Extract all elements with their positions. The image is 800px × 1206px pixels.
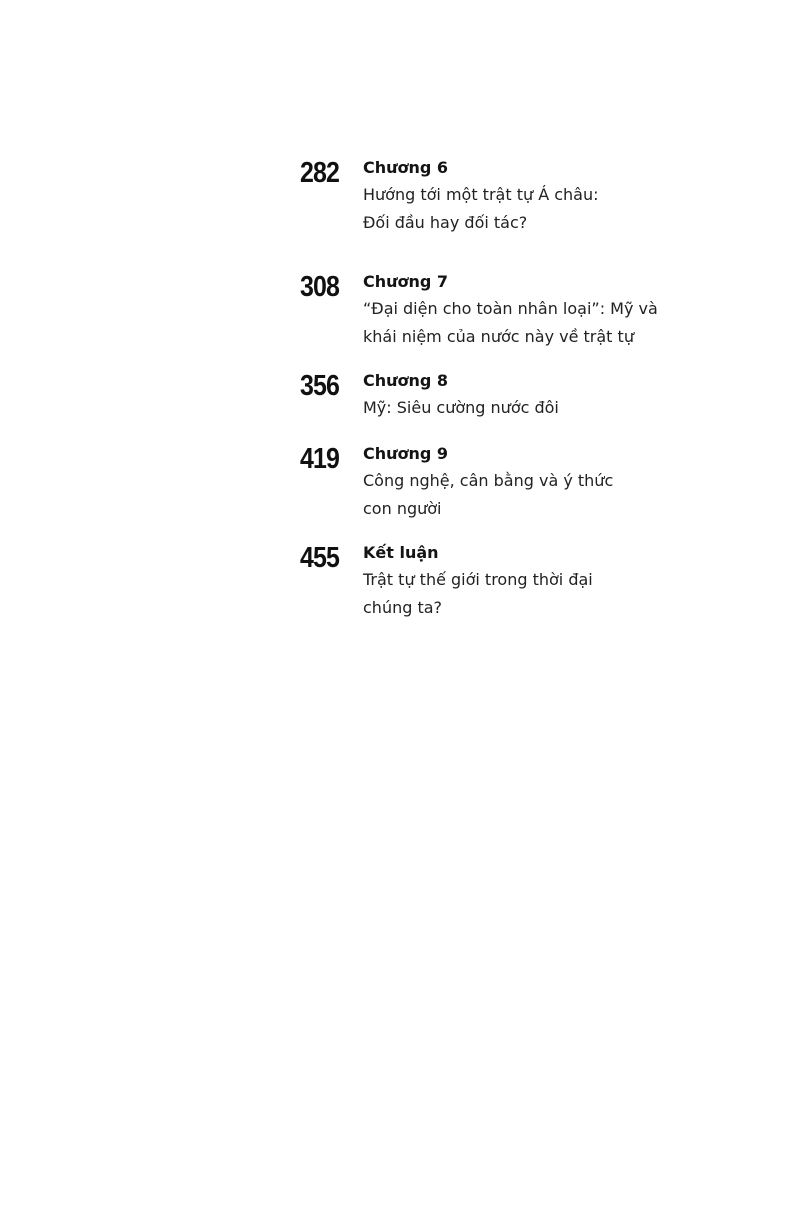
chapter-title-line: Mỹ: Siêu cường nước đôi: [363, 398, 559, 417]
chapter-title-line: Trật tự thế giới trong thời đại: [363, 570, 593, 589]
chapter-title-line: chúng ta?: [363, 598, 443, 617]
entry-text: [363, 158, 733, 237]
page-number: 419: [300, 443, 340, 475]
entry-text: [363, 371, 733, 422]
page-number: 308: [300, 271, 340, 303]
chapter-heading: Chương 8: [363, 371, 449, 390]
chapter-title-line: khái niệm của nước này về trật tự: [363, 327, 634, 346]
chapter-title-line: Công nghệ, cân bằng và ý thức: [363, 471, 614, 490]
chapter-heading: Chương 6: [363, 158, 449, 177]
chapter-title-line: Đối đầu hay đối tác?: [363, 213, 528, 232]
page-number: 356: [300, 370, 340, 402]
chapter-title-line: con người: [363, 499, 442, 518]
chapter-title-line: Hướng tới một trật tự Á châu:: [363, 185, 599, 204]
chapter-title-line: “Đại diện cho toàn nhân loại”: Mỹ và: [363, 299, 658, 318]
entry-text: [363, 444, 733, 523]
chapter-heading: Chương 9: [363, 444, 449, 463]
entry-text: [363, 272, 733, 351]
page-number: 455: [300, 542, 340, 574]
entry-text: [363, 543, 733, 622]
chapter-heading: Chương 7: [363, 272, 449, 291]
page-number: 282: [300, 157, 340, 189]
chapter-heading: Kết luận: [363, 543, 439, 562]
